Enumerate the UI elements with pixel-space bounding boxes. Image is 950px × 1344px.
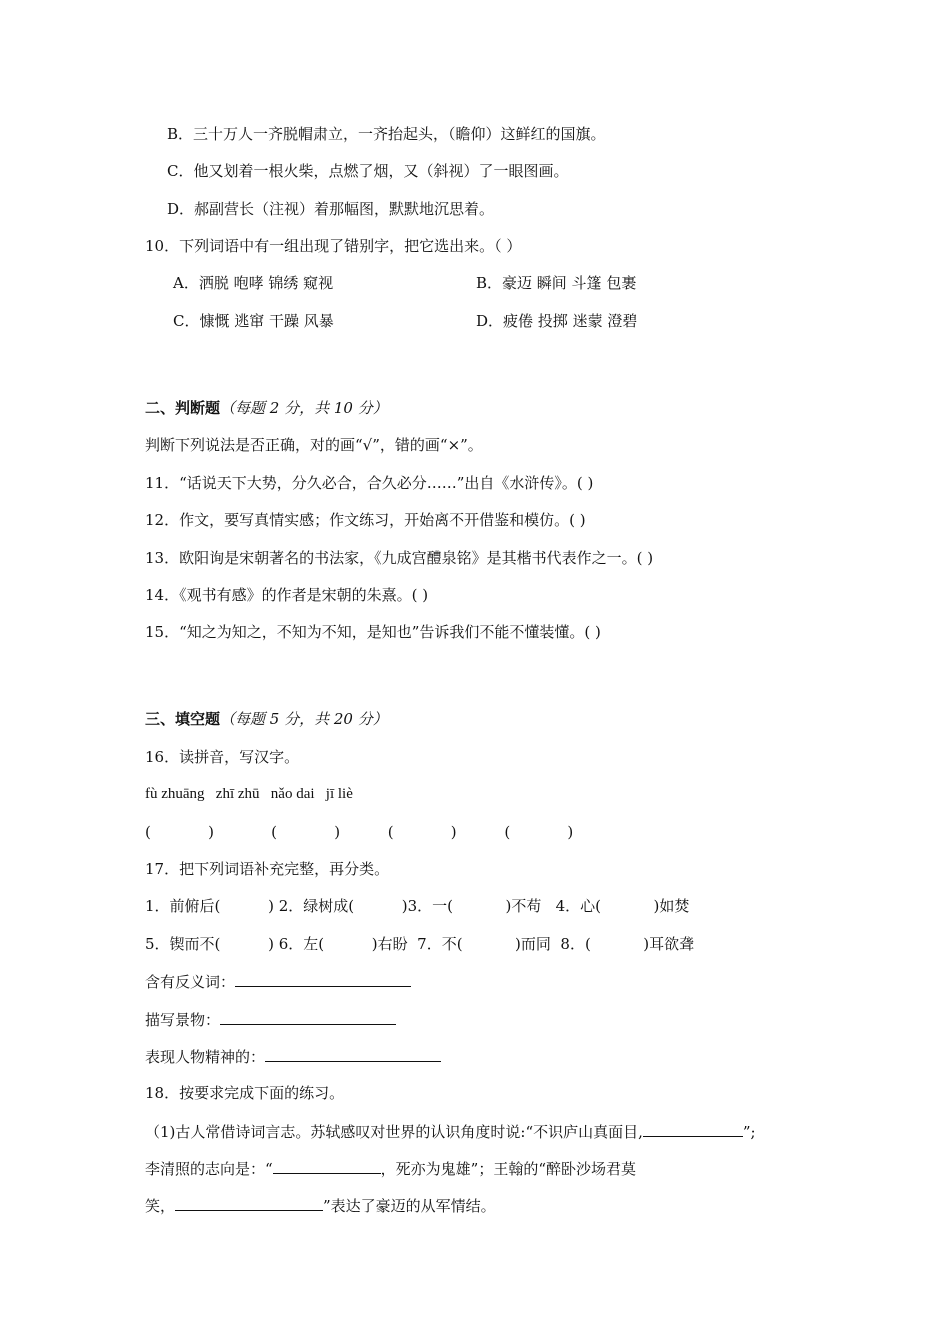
q10-option-a: A．洒脱 咆哮 锦绣 窥视 [173,274,334,292]
q11: 11．“话说天下大势，分久必合，合久必分……”出自《水浒传》。( ) [145,474,594,492]
q15: 15．“知之为知之，不知为不知，是知也”告诉我们不能不懂装懂。( ) [145,623,601,641]
q18-part1-line1 [145,1121,756,1142]
q9-option-d: D．郝副营长（注视）着那幅图，默默地沉思着。 [167,200,495,218]
q14: 14．《观书有感》的作者是宋朝的朱熹。( ) [145,586,429,604]
q17-idioms-row2: 5．锲而不( ) 6．左( )右盼 7．不( )而同 8．( )耳欲聋 [145,935,695,953]
category-spirit [145,1046,441,1067]
q18: 18．按要求完成下面的练习。 [145,1084,345,1102]
q16: 16．读拼音，写汉字。 [145,748,300,766]
section2-subtitle: （每题 2 分，共 10 分） [220,399,388,417]
q13: 13．欧阳询是宋朝著名的书法家，《九成宫醴泉铭》是其楷书代表作之一。( ) [145,549,654,567]
q9-option-b: B．三十万人一齐脱帽肃立，一齐抬起头，（瞻仰）这鲜红的国旗。 [167,125,606,143]
q18-blank-1[interactable] [643,1121,743,1137]
q18-text-a: （1)古人常借诗词言志。苏轼感叹对世界的认识角度时说:“不识庐山真面目, [145,1123,643,1141]
category-spirit-label: 表现人物精神的： [145,1048,266,1066]
section2-heading [145,398,388,418]
q18-text-b: ”; [742,1123,756,1141]
section3-title: 三、填空题 [145,710,221,728]
q10-option-b: B．豪迈 瞬间 斗篷 包裹 [476,274,637,292]
category-antonym [145,971,411,992]
q9-option-c: C．他又划着一根火柴，点燃了烟，又（斜视）了一眼图画。 [167,162,569,180]
section2-instruction: 判断下列说法是否正确，对的画“√”，错的画“×”。 [145,436,483,454]
q16-answer-brackets: ( ) ( ) ( ) ( ) [145,823,574,841]
q10-option-c: C．慷慨 逃窜 干躁 风暴 [173,312,334,330]
q18-text-f: ”表达了豪迈的从军情结。 [323,1197,496,1215]
q17: 17．把下列词语补充完整，再分类。 [145,860,390,878]
category-scenery-label: 描写景物： [145,1011,221,1029]
q18-text-d: ，死亦为鬼雄”；王翰的“醉卧沙场君莫 [380,1160,637,1178]
category-antonym-blank[interactable] [235,971,411,987]
q18-part1-line3 [145,1195,496,1216]
category-scenery-blank[interactable] [220,1009,396,1025]
category-scenery [145,1009,396,1030]
section2-title: 二、判断题 [145,399,221,417]
q18-blank-3[interactable] [175,1195,323,1211]
section3-subtitle: （每题 5 分，共 20 分） [220,710,388,728]
q18-part1-line2 [145,1158,636,1179]
q10-stem: 10．下列词语中有一组出现了错别字，把它选出来。（ ） [145,237,522,255]
q18-text-c: 李清照的志向是：“ [145,1160,273,1178]
category-antonym-label: 含有反义词： [145,973,236,991]
q10-option-d: D．疲倦 投掷 迷蒙 澄碧 [476,312,638,330]
q18-blank-2[interactable] [273,1158,381,1174]
q16-pinyin: fù zhuāng zhī zhū nǎo dai jī liè [145,786,353,802]
section3-heading [145,709,388,729]
category-spirit-blank[interactable] [265,1046,441,1062]
q17-idioms-row1: 1．前俯后( ) 2．绿树成( )3．一( )不苟 4．心( )如焚 [145,897,690,915]
q12: 12．作文，要写真情实感；作文练习，开始离不开借鉴和模仿。( ) [145,511,586,529]
q18-text-e: 笑， [145,1197,176,1215]
